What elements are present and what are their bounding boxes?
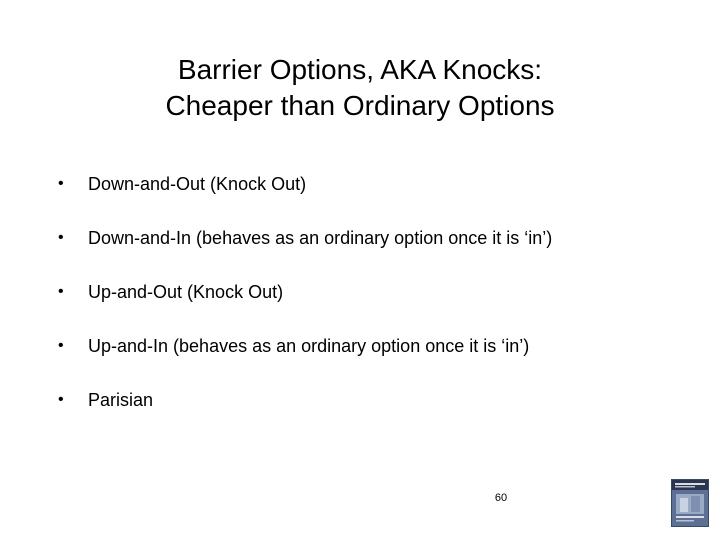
book-cover-icon: [672, 480, 708, 526]
book-cover-thumbnail: [671, 479, 709, 527]
bullet-icon: •: [58, 337, 64, 354]
bullet-text: Up-and-Out (Knock Out): [88, 282, 284, 302]
bullet-icon: •: [58, 229, 64, 246]
bullet-text: Down-and-Out (Knock Out): [88, 174, 307, 194]
bullet-text: Parisian: [88, 390, 154, 410]
slide-title-line-1: Barrier Options, AKA Knocks:: [177, 54, 543, 85]
page-number: 60: [494, 492, 508, 504]
bullet-icon: •: [58, 391, 64, 408]
bullet-icon: •: [58, 283, 64, 300]
slide-title: [0, 52, 720, 124]
bullet-icon: •: [58, 175, 64, 192]
bullet-text: Up-and-In (behaves as an ordinary option once it is ‘in’): [88, 336, 530, 356]
bullet-text: Down-and-In (behaves as an ordinary option once it is ‘in’): [88, 228, 553, 248]
slide-title-line-2: Cheaper than Ordinary Options: [165, 90, 555, 121]
